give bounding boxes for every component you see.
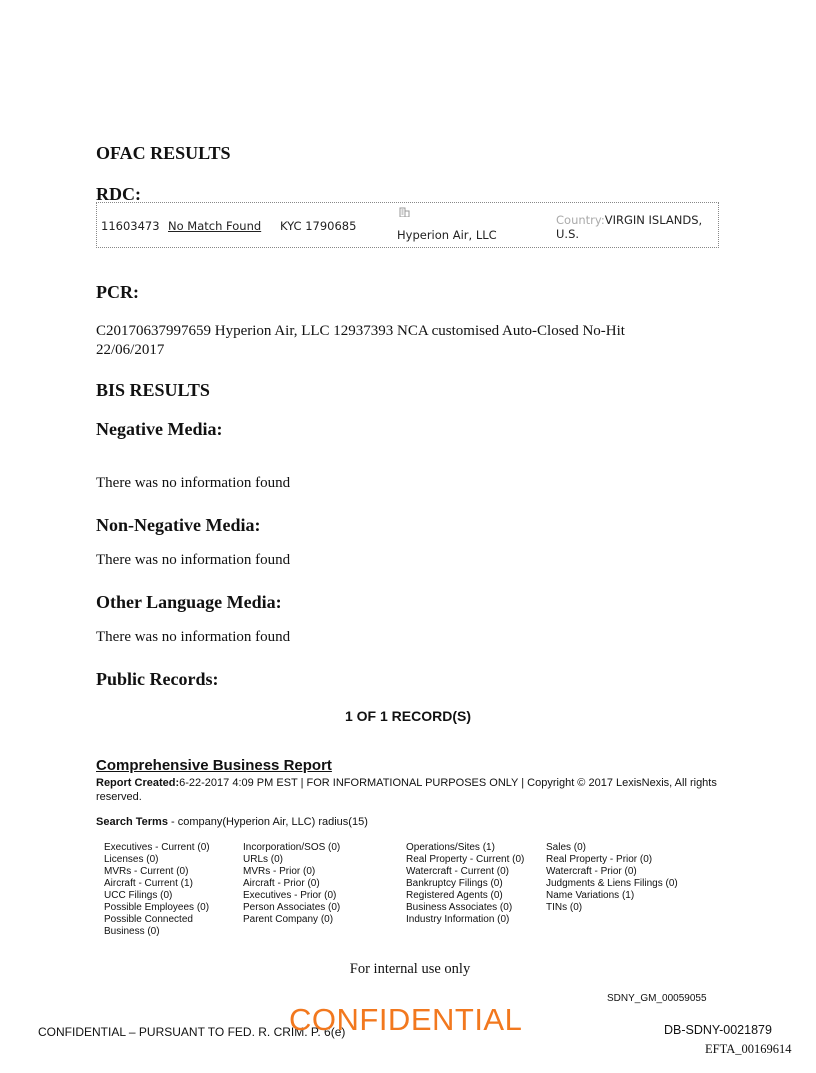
report-section-item[interactable]: Business Associates (0)	[406, 902, 513, 913]
confidential-stamp: CONFIDENTIAL	[289, 1002, 523, 1037]
other-language-media-text: There was no information found	[96, 629, 291, 645]
report-section-item[interactable]: MVRs - Prior (0)	[243, 866, 316, 877]
bates-number-top: SDNY_GM_00059055	[607, 993, 707, 1004]
report-section-item[interactable]: Possible Employees (0)	[104, 902, 210, 913]
confidentiality-notice: CONFIDENTIAL – PURSUANT TO FED. R. CRIM. P. 6(e)	[38, 1025, 346, 1039]
report-section-item[interactable]: Executives - Current (0)	[104, 842, 210, 853]
report-section-item[interactable]: Watercraft - Prior (0)	[546, 866, 637, 877]
public-records-heading: Public Records:	[96, 669, 219, 689]
report-section-item[interactable]: Person Associates (0)	[243, 902, 341, 913]
report-meta	[96, 776, 726, 804]
rdc-heading: RDC:	[96, 184, 141, 204]
bis-results-heading: BIS RESULTS	[96, 380, 210, 400]
rdc-country	[556, 213, 721, 241]
negative-media-heading: Negative Media:	[96, 419, 223, 439]
report-section-item[interactable]: Executives - Prior (0)	[243, 890, 337, 901]
report-section-item[interactable]: Incorporation/SOS (0)	[243, 842, 341, 853]
rdc-id: 11603473	[101, 219, 160, 233]
building-icon	[399, 206, 410, 217]
report-section-item[interactable]: TINs (0)	[546, 902, 583, 913]
search-terms-text: - company(Hyperion Air, LLC) radius(15)	[167, 816, 368, 828]
report-section-item[interactable]: Parent Company (0)	[243, 914, 334, 925]
report-section-item[interactable]: Licenses (0)	[104, 854, 159, 865]
report-section-item[interactable]: Aircraft - Current (1)	[104, 878, 193, 889]
report-section-item[interactable]: Possible Connected Business (0)	[104, 914, 193, 937]
report-title-link[interactable]: Comprehensive Business Report	[96, 757, 332, 774]
report-section-column	[243, 842, 340, 926]
report-section-item[interactable]: Industry Information (0)	[406, 914, 510, 925]
report-section-item[interactable]: Sales (0)	[546, 842, 587, 853]
rdc-result-row	[96, 202, 719, 248]
rdc-status-link[interactable]: No Match Found	[168, 219, 262, 233]
report-section-item[interactable]: Registered Agents (0)	[406, 890, 503, 901]
pcr-heading: PCR:	[96, 282, 139, 302]
ofac-results-heading: OFAC RESULTS	[96, 143, 231, 163]
other-language-media-heading: Other Language Media:	[96, 592, 282, 612]
rdc-country-value: VIRGIN ISLANDS, U.S.	[556, 213, 703, 241]
report-section-item[interactable]: Watercraft - Current (0)	[406, 866, 509, 877]
report-section-column	[104, 842, 234, 938]
rdc-country-label: Country:	[556, 213, 605, 227]
report-section-column	[546, 842, 678, 914]
report-section-item[interactable]: URLs (0)	[243, 854, 284, 865]
internal-use-note: For internal use only	[349, 961, 471, 977]
non-negative-media-heading: Non-Negative Media:	[96, 515, 261, 535]
report-section-item[interactable]: Judgments & Liens Filings (0)	[546, 878, 678, 889]
report-section-item[interactable]: MVRs - Current (0)	[104, 866, 189, 877]
efta-number: EFTA_00169614	[705, 1042, 792, 1056]
pcr-text: C20170637997659 Hyperion Air, LLC 12937393 NCA customised Auto-Closed No-Hit 22/06/2017	[96, 323, 625, 358]
report-created-label: Report Created:	[96, 777, 180, 789]
bates-number-bottom: DB-SDNY-0021879	[664, 1023, 772, 1037]
rdc-entity-name: Hyperion Air, LLC	[397, 228, 497, 242]
report-section-item[interactable]: Real Property - Prior (0)	[546, 854, 653, 865]
report-section-column	[406, 842, 524, 926]
negative-media-text: There was no information found	[96, 475, 291, 491]
search-terms-label: Search Terms	[96, 816, 168, 828]
search-terms	[96, 816, 368, 828]
report-section-item[interactable]: Aircraft - Prior (0)	[243, 878, 320, 889]
non-negative-media-text: There was no information found	[96, 552, 291, 568]
report-section-item[interactable]: Bankruptcy Filings (0)	[406, 878, 503, 889]
rdc-kyc: KYC 1790685	[280, 219, 357, 233]
report-section-item[interactable]: Operations/Sites (1)	[406, 842, 495, 853]
report-section-item[interactable]: Name Variations (1)	[546, 890, 635, 901]
report-created-text: 6-22-2017 4:09 PM EST | FOR INFORMATIONAL PURPOSES ONLY | Copyright © 2017 LexisNexis, All rights reserved.	[96, 777, 717, 803]
report-section-item[interactable]: Real Property - Current (0)	[406, 854, 525, 865]
record-count: 1 OF 1 RECORD(S)	[344, 708, 471, 724]
report-section-item[interactable]: UCC Filings (0)	[104, 890, 173, 901]
